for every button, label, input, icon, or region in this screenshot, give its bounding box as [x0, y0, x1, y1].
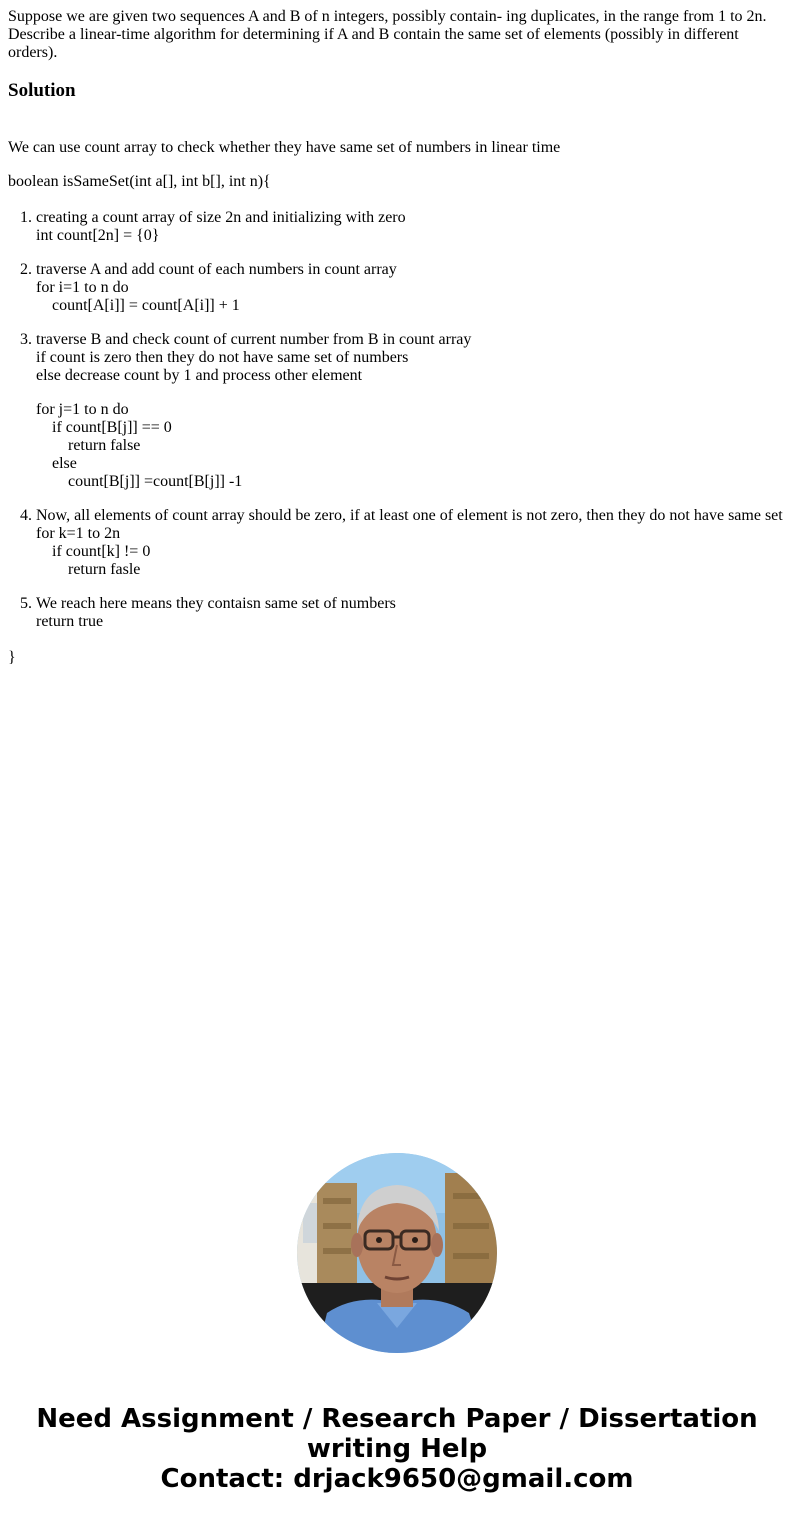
closing-brace: }: [8, 649, 16, 666]
step-line: return true: [36, 613, 104, 630]
step-line: if count is zero then they do not have same set of numbers: [36, 349, 409, 366]
author-photo: [297, 1153, 497, 1353]
step-1: [36, 209, 786, 245]
function-signature: boolean isSameSet(int a[], int b[], int n){: [8, 173, 271, 190]
portrait-illustration: [297, 1153, 497, 1353]
step-line: Now, all elements of count array should be zero, if at least one of element is not zero, then they do not have same set: [36, 507, 783, 524]
step-line: for j=1 to n do: [36, 401, 129, 418]
step-line: for k=1 to 2n: [36, 525, 121, 542]
document-body: [8, 8, 786, 666]
step-line: 2. traverse A and add count of each numbers in count array: [36, 261, 397, 278]
step-line: count[A[i]] = count[A[i]] + 1: [52, 297, 240, 314]
step-line: else: [52, 455, 77, 472]
footer-line-2: writing Help: [306, 1434, 488, 1464]
step-line: 1. creating a count array of size 2n and initializing with zero: [36, 209, 406, 226]
footer-callout: [0, 1404, 794, 1494]
blank-line: [36, 385, 786, 401]
step-5: [36, 595, 786, 631]
question-text: Suppose we are given two sequences A and B of n integers, possibly contain- ing duplicates, in the range from 1 to 2n. Describe a linear-time algorithm for determining if A and B contain the same set of elements (possibly in different orders).: [8, 8, 767, 61]
step-2: [36, 261, 786, 315]
footer-contact: Contact: drjack9650@gmail.com: [160, 1464, 634, 1494]
step-line: for i=1 to n do: [36, 279, 129, 296]
solution-heading: Solution: [8, 80, 76, 101]
step-line: count[B[j]] =count[B[j]] -1: [68, 473, 243, 490]
footer-line-1: Need Assignment / Research Paper / Dissertation: [36, 1404, 758, 1434]
algorithm-steps: [8, 209, 786, 647]
step-line: 3. traverse B and check count of current number from B in count array: [36, 331, 472, 348]
intro-text: We can use count array to check whether they have same set of numbers in linear time: [8, 139, 561, 156]
step-4: [36, 507, 786, 579]
step-line: else decrease count by 1 and process other element: [36, 367, 363, 384]
step-line: 5. We reach here means they contaisn same set of numbers: [36, 595, 396, 612]
step-line: if count[k] != 0: [52, 543, 151, 560]
step-line: if count[B[j]] == 0: [52, 419, 172, 436]
step-3: [36, 331, 786, 491]
step-line: return false: [68, 437, 141, 454]
step-line: int count[2n] = {0}: [36, 227, 160, 244]
step-line: return fasle: [68, 561, 141, 578]
